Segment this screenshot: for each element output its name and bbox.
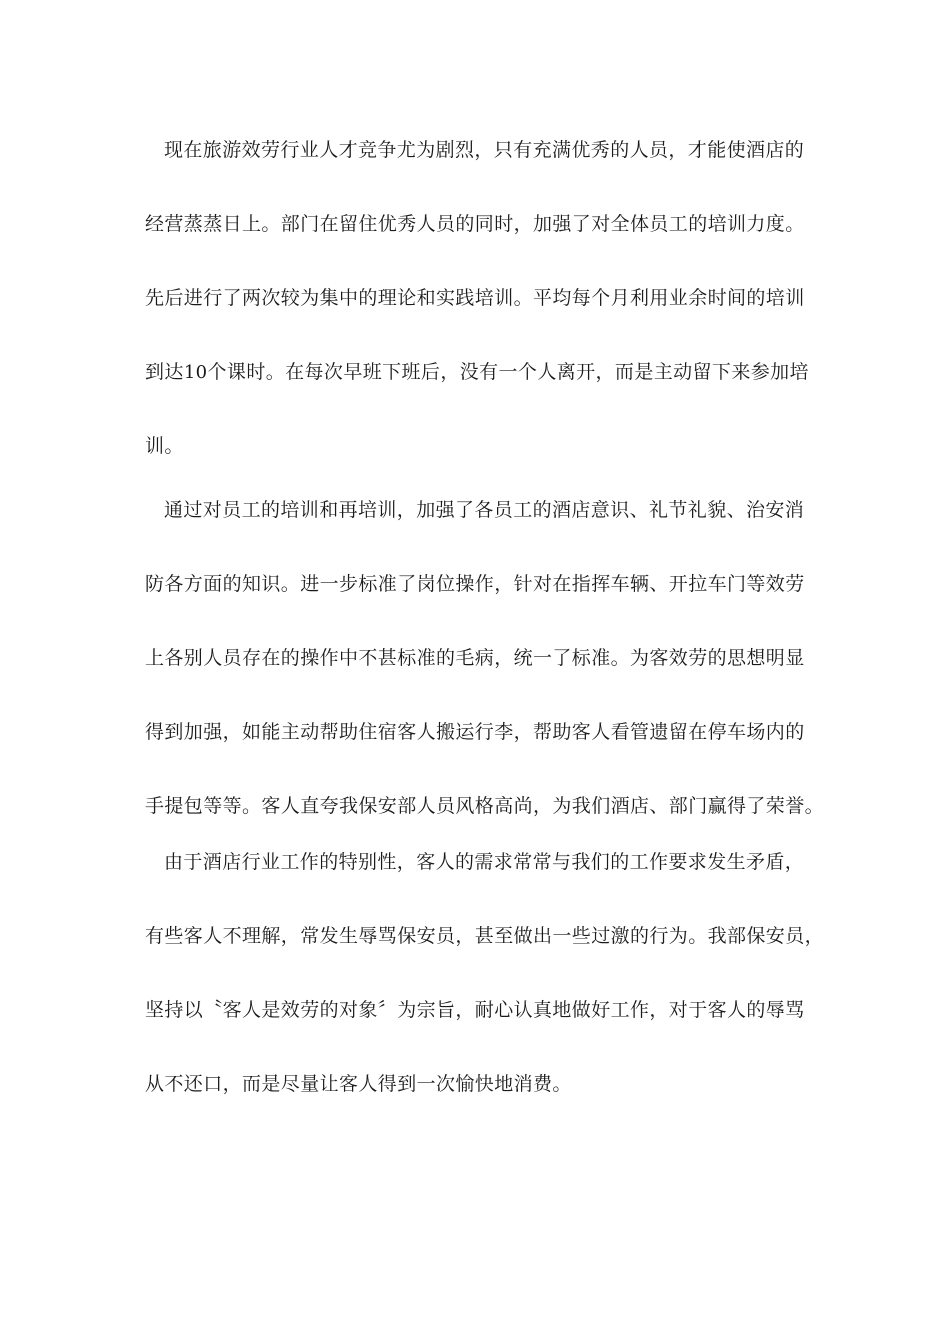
paragraph-1-line-4 (145, 354, 810, 390)
paragraph-2-line-3: 上各别人员存在的操作中不甚标准的毛病，统一了标准。为客效劳的思想明显 (145, 647, 805, 669)
paragraph-2-line-5: 手提包等等。客人直夸我保安部人员风格高尚，为我们酒店、部门赢得了荣誉。 (145, 795, 825, 817)
paragraph-1-line-5: 训。 (145, 435, 184, 457)
paragraph-1-line-3: 先后进行了两次较为集中的理论和实践培训。平均每个月利用业余时间的培训 (145, 287, 805, 309)
paragraph-2-line-1: 通过对员工的培训和再培训，加强了各员工的酒店意识、礼节礼貌、治安消 (164, 499, 805, 521)
paragraph-3-line-1: 由于酒店行业工作的特别性，客人的需求常常与我们的工作要求发生矛盾， (164, 851, 805, 873)
paragraph-3-line-3: 坚持以〝客人是效劳的对象〞为宗旨，耐心认真地做好工作，对于客人的辱骂 (145, 999, 805, 1021)
paragraph-1-line-4-after: 个课时。在每次早班下班后，没有一个人离开，而是主动留下来参加培 (207, 361, 809, 383)
class-hours-number: 10 (183, 362, 208, 383)
paragraph-1-line-4-before: 到达 (145, 361, 184, 383)
document-body (145, 132, 825, 1102)
paragraph-3-line-4: 从不还口，而是尽量让客人得到一次愉快地消费。 (145, 1073, 572, 1095)
paragraph-1-line-2: 经营蒸蒸日上。部门在留住优秀人员的同时，加强了对全体员工的培训力度。 (145, 213, 805, 235)
paragraph-3-line-2: 有些客人不理解，常发生辱骂保安员，甚至做出一些过激的行为。我部保安员， (145, 925, 825, 947)
paragraph-2-line-4: 得到加强，如能主动帮助住宿客人搬运行李，帮助客人看管遗留在停车场内的 (145, 721, 805, 743)
paragraph-1-line-1: 现在旅游效劳行业人才竞争尤为剧烈，只有充满优秀的人员，才能使酒店的 (164, 139, 805, 161)
paragraph-2-line-2: 防各方面的知识。进一步标准了岗位操作，针对在指挥车辆、开拉车门等效劳 (145, 573, 805, 595)
